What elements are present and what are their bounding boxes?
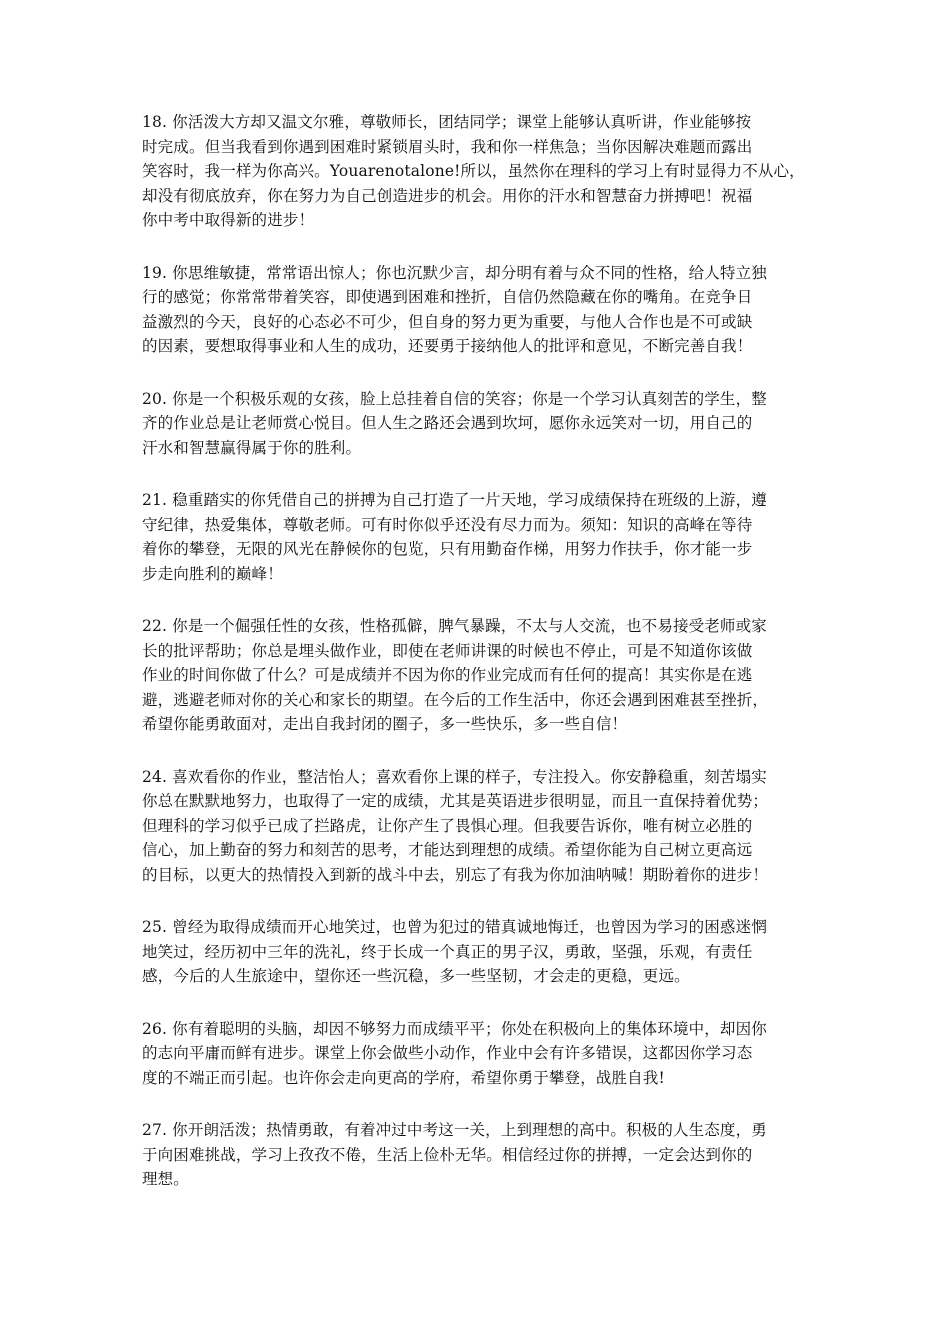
paragraph-line: 24. 喜欢看你的作业，整洁怡人；喜欢看你上课的样子，专注投入。你安静稳重，刻苦塌实 [142,767,767,786]
paragraph-line: 益激烈的今天，良好的心态必不可少，但自身的努力更为重要，与他人合作也是不可或缺 [142,312,753,331]
paragraph-line: 感，今后的人生旅途中，望你还一些沉稳，多一些坚韧，才会走的更稳，更远。 [142,967,690,985]
paragraph-line: 笑容时，我一样为你高兴。Youarenotalone!所以，虽然你在理科的学习上有时显得力不从心， [142,162,805,180]
document-body [142,110,822,1220]
paragraph-line: 汗水和智慧赢得属于你的胜利。 [142,438,362,457]
comment-paragraph [142,765,822,888]
comment-paragraph [142,261,822,359]
comment-paragraph [142,1017,822,1091]
comment-paragraph [142,488,822,586]
paragraph-line: 避，逃避老师对你的关心和家长的期望。在今后的工作生活中，你还会遇到困难甚至挫折， [142,690,769,709]
paragraph-line: 19. 你思维敏捷，常常语出惊人；你也沉默少言，却分明有着与众不同的性格，给人特立独 [142,263,767,282]
comment-paragraph [142,614,822,737]
paragraph-line: 25. 曾经为取得成绩而开心地笑过，也曾为犯过的错真诚地悔迁，也曾因为学习的困惑迷惘 [142,918,767,936]
paragraph-line: 着你的攀登，无限的风光在静候你的包览，只有用勤奋作梯，用努力作扶手，你才能一步 [142,540,753,558]
paragraph-line: 齐的作业总是让老师赏心悦目。但人生之路还会遇到坎坷，愿你永远笑对一切，用自己的 [142,414,753,432]
paragraph-line: 守纪律，热爱集体，尊敬老师。可有时你似乎还没有尽力而为。须知：知识的高峰在等待 [142,515,753,534]
paragraph-line: 18. 你活泼大方却又温文尔雅，尊敬师长，团结同学；课堂上能够认真听讲，作业能够按 [142,113,752,131]
paragraph-line: 你总在默默地努力，也取得了一定的成绩，尤其是英语进步很明显，而且一直保持着优势； [142,792,769,810]
paragraph-line: 26. 你有着聪明的头脑，却因不够努力而成绩平平；你处在积极向上的集体环境中，却因你 [142,1019,767,1038]
paragraph-line: 长的批评帮助；你总是埋头做作业，即使在老师讲课的时候也不停止，可是不知道你该做 [142,641,753,660]
paragraph-line: 的目标，以更大的热情投入到新的战斗中去，别忘了有我为你加油呐喊！期盼着你的进步！ [142,865,769,884]
paragraph-line: 于向困难挑战，学习上孜孜不倦，生活上俭朴无华。相信经过你的拼搏，一定会达到你的 [142,1145,753,1164]
comment-paragraph [142,915,822,989]
paragraph-line: 22. 你是一个倔强任性的女孩，性格孤僻，脾气暴躁，不太与人交流，也不易接受老师或家 [142,617,767,635]
paragraph-line: 理想。 [142,1170,189,1188]
paragraph-line: 20. 你是一个积极乐观的女孩，脸上总挂着自信的笑容；你是一个学习认真刻苦的学生，整 [142,389,767,408]
paragraph-line: 度的不端正而引起。也许你会走向更高的学府，希望你勇于攀登，战胜自我! [142,1068,665,1087]
paragraph-line: 希望你能勇敢面对，走出自我封闭的圈子，多一些快乐，多一些自信！ [142,715,628,733]
paragraph-line: 你中考中取得新的进步！ [142,211,315,229]
paragraph-line: 步走向胜利的巅峰！ [142,564,283,583]
paragraph-line: 信心，加上勤奋的努力和刻苦的思考，才能达到理想的成绩。希望你能为自己树立更高远 [142,841,753,859]
comment-paragraph [142,110,822,233]
comment-paragraph [142,1118,822,1192]
paragraph-line: 的志向平庸而鲜有进步。课堂上你会做些小动作，作业中会有许多错误，这都因你学习态 [142,1044,753,1062]
paragraph-line: 时完成。但当我看到你遇到困难时紧锁眉头时，我和你一样焦急；当你因解决难题而露出 [142,137,753,156]
comment-paragraph [142,387,822,461]
paragraph-line: 27. 你开朗活泼；热情勇敢，有着冲过中考这一关，上到理想的高中。积极的人生态度，勇 [142,1121,767,1139]
paragraph-line: 但理科的学习似乎已成了拦路虎，让你产生了畏惧心理。但我要告诉你，唯有树立必胜的 [142,816,753,835]
paragraph-line: 的因素，要想取得事业和人生的成功，还要勇于接纳他人的批评和意见，不断完善自我！ [142,337,753,355]
paragraph-line: 作业的时间你做了什么？可是成绩并不因为你的作业完成而有任何的提高！其实你是在逃 [142,666,753,684]
paragraph-line: 地笑过，经历初中三年的洗礼，终于长成一个真正的男子汉，勇敢，坚强，乐观，有责任 [142,942,753,961]
paragraph-line: 21. 稳重踏实的你凭借自己的拼搏为自己打造了一片天地，学习成绩保持在班级的上游，遵 [142,491,767,509]
paragraph-line: 却没有彻底放弃，你在努力为自己创造进步的机会。用你的汗水和智慧奋力拼搏吧！祝福 [142,186,753,205]
paragraph-line: 行的感觉；你常常带着笑容，即使遇到困难和挫折，自信仍然隐藏在你的嘴角。在竞争日 [142,288,753,306]
